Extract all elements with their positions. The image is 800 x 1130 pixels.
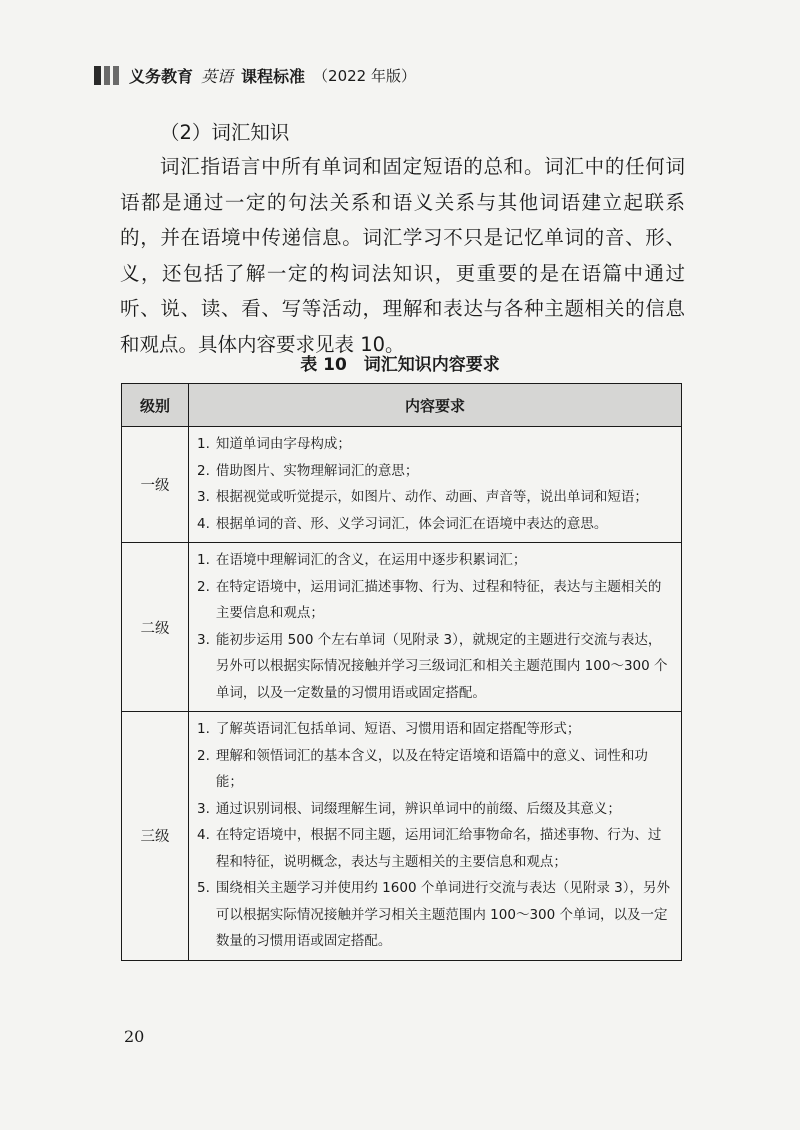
list-item: [197, 431, 671, 458]
item-number: 3.: [197, 631, 210, 648]
item-number: 2.: [197, 578, 210, 595]
level-cell: 一级: [122, 427, 189, 543]
table-row: [122, 712, 682, 961]
item-number: 1.: [197, 436, 210, 452]
item-number: 2.: [197, 747, 210, 764]
header-level: 级别: [122, 384, 189, 427]
header-title: 义务教育: [129, 66, 194, 86]
requirements-table: [121, 383, 682, 961]
list-item: [197, 743, 671, 796]
table-caption: 表 10 词汇知识内容要求: [300, 355, 500, 375]
item-number: 3.: [197, 489, 210, 505]
list-item: [197, 484, 671, 511]
level-cell: 二级: [122, 543, 189, 712]
list-item: [197, 627, 671, 707]
list-item: [197, 574, 671, 627]
item-number: 5.: [197, 880, 210, 896]
item-text: 根据视觉或听觉提示，如图片、动作、动画、声音等，说出单词和短语；: [215, 489, 648, 505]
page-number: 20: [124, 1027, 145, 1046]
list-item: [197, 458, 671, 485]
item-number: 4.: [197, 515, 210, 532]
item-text: 在语境中理解词汇的含义，在运用中逐步积累词汇；: [215, 552, 527, 568]
content-cell: [189, 427, 682, 543]
list-item: [197, 511, 671, 538]
list-item: [197, 547, 671, 574]
header-content: 内容要求: [189, 384, 682, 427]
header-subject: 英语: [201, 66, 234, 86]
table-header-row: [122, 384, 682, 427]
section-heading: （2）词汇知识: [160, 121, 290, 144]
item-text: 知道单词由字母构成；: [215, 436, 351, 452]
item-text: 通过识别词根、词缀理解生词，辨识单词中的前缀、后缀及其意义；: [215, 800, 621, 817]
header-doc: 课程标准: [241, 66, 306, 86]
item-text: 理解和领悟词汇的基本含义，以及在特定语境和语篇中的意义、词性和功能；: [215, 747, 648, 790]
item-text: 借助图片、实物理解词汇的意思；: [215, 462, 419, 479]
item-text: 了解英语词汇包括单词、短语、习惯用语和固定搭配等形式；: [215, 721, 581, 737]
item-text: 在特定语境中，根据不同主题，运用词汇给事物命名，描述事物、行为、过程和特征，说明概念，表达与主题相关的主要信息和观点；: [215, 827, 662, 870]
item-number: 2.: [197, 462, 210, 479]
table-row: [122, 543, 682, 712]
header-year: （2022 年版）: [313, 66, 416, 85]
item-text: 围绕相关主题学习并使用约 1600 个单词进行交流与表达（见附录 3），另外可以根据实际情况接触并学习相关主题范围内 100～300 个单词，以及一定数量的习惯用语或固定搭配。: [215, 880, 670, 949]
item-number: 3.: [197, 800, 210, 817]
item-number: 1.: [197, 552, 210, 568]
body-paragraph: 词汇指语言中所有单词和固定短语的总和。词汇中的任何词语都是通过一定的句法关系和语义关系与其他词语建立起联系的，并在语境中传递信息。词汇学习不只是记忆单词的音、形、义，还包括了解一定的构词法知识，更重要的是在语篇中通过听、说、读、看、写等活动，理解和表达与各种主题相关的信息和观点。具体内容要求见表 10。: [120, 155, 685, 356]
item-number: 4.: [197, 827, 210, 843]
list-item: [197, 716, 671, 743]
content-cell: [189, 712, 682, 961]
item-text: 在特定语境中，运用词汇描述事物、行为、过程和特征，表达与主题相关的主要信息和观点；: [215, 578, 662, 621]
table-row: [122, 427, 682, 543]
running-header: [94, 60, 416, 90]
level-cell: 三级: [122, 712, 189, 961]
item-number: 1.: [197, 721, 210, 737]
item-text: 根据单词的音、形、义学习词汇，体会词汇在语境中表达的意思。: [215, 515, 608, 532]
item-text: 能初步运用 500 个左右单词（见附录 3），就规定的主题进行交流与表达，另外可以根据实际情况接触并学习三级词汇和相关主题范围内 100～300 个单词，以及一定数量的习惯用语或固定搭配。: [215, 631, 668, 701]
list-item: [197, 875, 671, 955]
header-bars-icon: [94, 66, 119, 85]
list-item: [197, 796, 671, 823]
content-cell: [189, 543, 682, 712]
list-item: [197, 822, 671, 875]
